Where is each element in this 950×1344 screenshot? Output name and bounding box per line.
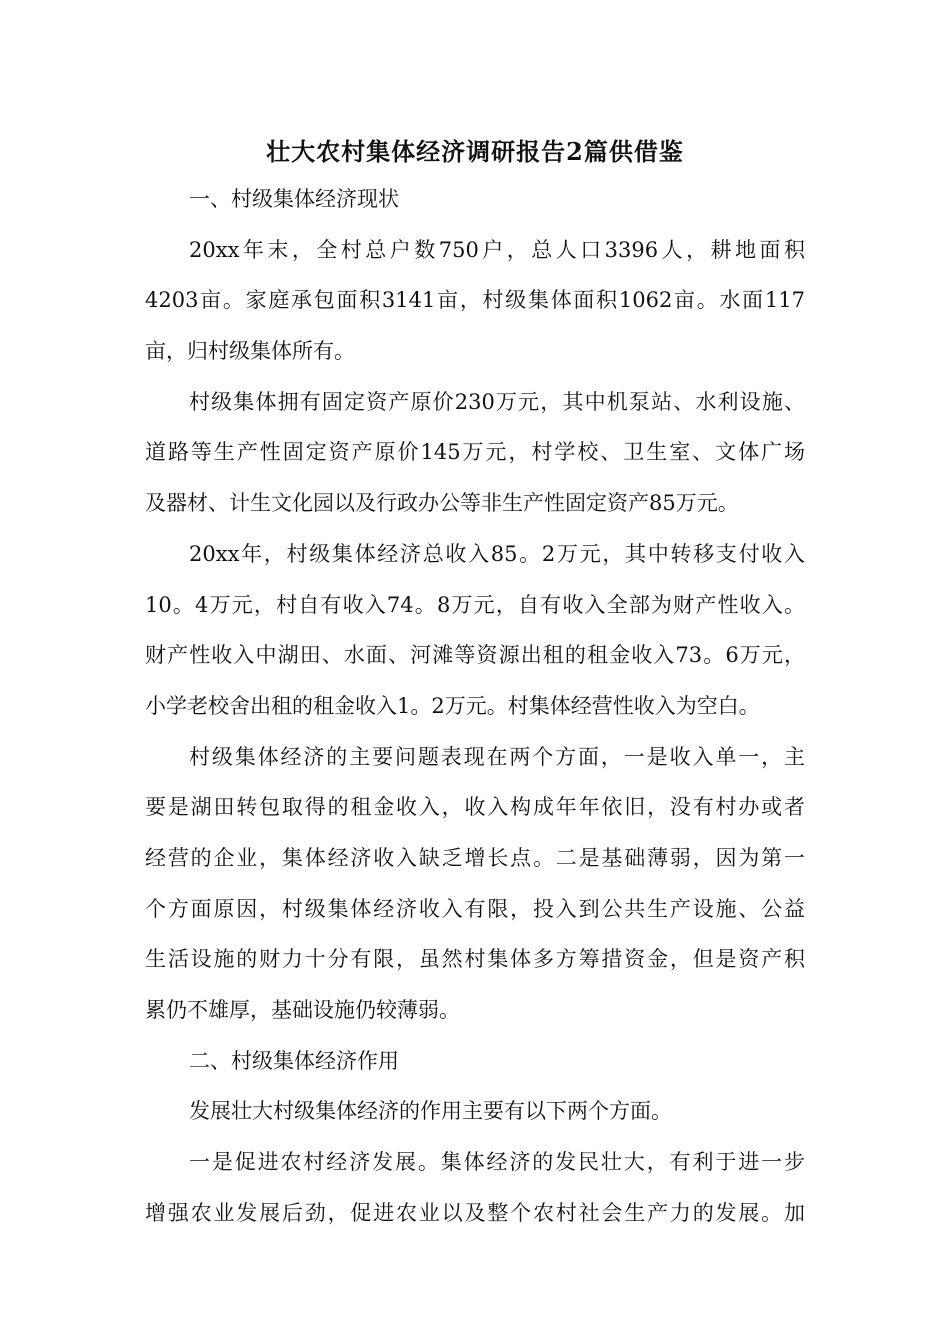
text-line: 10。4万元，村自有收入74。8万元，自有收入全部为财产性收入。 [145, 592, 805, 617]
text-line: 经营的企业，集体经济收入缺乏增长点。二是基础薄弱，因为第一 [145, 845, 805, 870]
text-line: 20xx年末，全村总户数750户，总人口3396人，耕地面积 [189, 237, 805, 262]
text-line: 累仍不雄厚，基础设施仍较薄弱。 [145, 998, 460, 1022]
text-line: 生活设施的财力十分有限，虽然村集体多方筹措资金，但是资产积 [145, 947, 805, 972]
text-line: 发展壮大村级集体经济的作用主要有以下两个方面。 [189, 1099, 672, 1124]
text-line: 道路等生产性固定资产原价145万元，村学校、卫生室、文体广场 [145, 440, 805, 465]
text-line: 及器材、计生文化园以及行政办公等非生产性固定资产85万元。 [145, 491, 739, 516]
document-title: 壮大农村集体经济调研报告2篇供借鉴 [266, 137, 684, 166]
text-line: 二、村级集体经济作用 [189, 1048, 399, 1073]
text-line: 个方面原因，村级集体经济收入有限，投入到公共生产设施、公益 [145, 896, 805, 921]
text-line: 财产性收入中湖田、水面、河滩等资源出租的租金收入73。6万元， [145, 643, 805, 668]
text-line: 增强农业发展后劲，促进农业以及整个农村社会生产力的发展。加 [145, 1200, 805, 1225]
text-line: 小学老校舍出租的租金收入1。2万元。村集体经营性收入为空白。 [145, 693, 760, 718]
text-line: 要是湖田转包取得的租金收入，收入构成年年依旧，没有村办或者 [145, 795, 805, 820]
text-line: 一是促进农村经济发展。集体经济的发民壮大，有利于进一步 [189, 1150, 805, 1175]
text-line: 20xx年，村级集体经济总收入85。2万元，其中转移支付收入 [189, 541, 805, 566]
document-body [145, 174, 805, 1238]
text-line: 村级集体经济的主要问题表现在两个方面，一是收入单一，主 [189, 744, 805, 769]
text-line: 4203亩。家庭承包面积3141亩，村级集体面积1062亩。水面117 [145, 288, 805, 313]
text-line: 一、村级集体经济现状 [189, 187, 399, 211]
text-line: 村级集体拥有固定资产原价230万元，其中机泵站、水利设施、 [189, 389, 805, 414]
text-line: 亩，归村级集体所有。 [145, 339, 355, 364]
